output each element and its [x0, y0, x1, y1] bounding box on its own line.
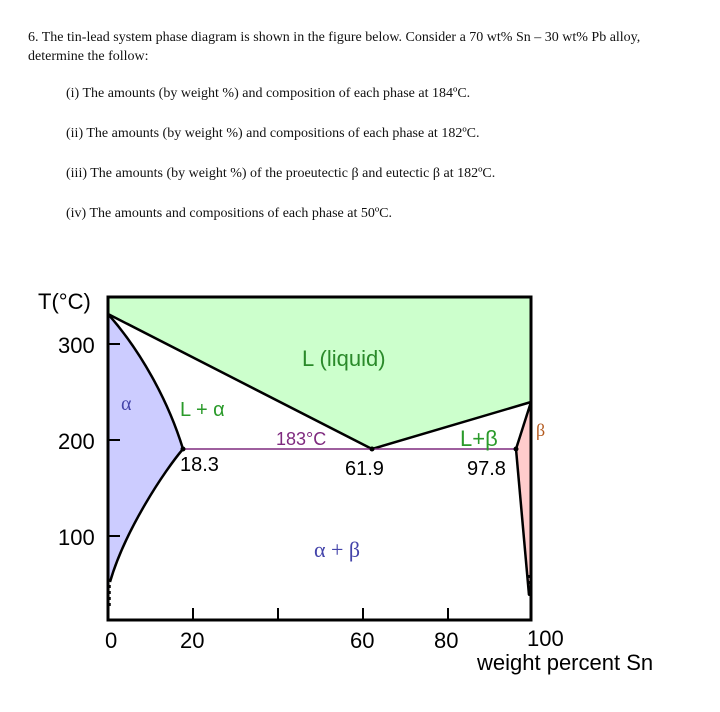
y-tick-label-100: 100 — [58, 525, 95, 550]
l-alpha-region-label — [180, 399, 225, 421]
question-part-3: (iii) The amounts (by weight %) of the proeutectic β and eutectic β at 182ºC. — [66, 166, 496, 181]
x-tick-label-100: 100 — [527, 626, 564, 651]
eutectic-point-beta — [514, 447, 519, 452]
alpha-region-label: α — [121, 393, 132, 415]
l-beta-region-label: L+β — [460, 426, 498, 451]
x-tick-label-80: 80 — [434, 628, 459, 653]
question-intro: 6. The tin-lead system phase diagram is shown in the figure below. Consider a 70 wt% Sn – 30 wt% Pb alloy, determine the follow: — [28, 30, 641, 64]
liquid-region-label: L (liquid) — [302, 346, 386, 371]
composition-label-eutectic: 61.9 — [345, 458, 384, 480]
x-tick-label-0: 0 — [105, 628, 118, 653]
composition-label-alpha: 18.3 — [180, 454, 219, 476]
question-part-4: (iv) The amounts and compositions of each phase at 50ºC. — [66, 206, 393, 221]
y-axis-label: T(°C) — [38, 289, 91, 314]
alpha-beta-region-label: α + β — [314, 537, 361, 562]
l-alpha-label-text: L + α — [180, 399, 225, 421]
beta-region — [516, 402, 531, 595]
y-tick-label-300: 300 — [58, 333, 95, 358]
x-tick-label-20: 20 — [180, 628, 205, 653]
question-part-2: (ii) The amounts (by weight %) and compositions of each phase at 182ºC. — [66, 126, 480, 141]
composition-label-beta: 97.8 — [467, 458, 506, 480]
x-axis-label: weight percent Sn — [477, 650, 654, 675]
question-part-1: (i) The amounts (by weight %) and composition of each phase at 184ºC. — [66, 86, 471, 101]
eutectic-temp-label: 183°C — [276, 429, 327, 449]
beta-region-label: β — [536, 420, 546, 440]
y-tick-label-200: 200 — [58, 429, 95, 454]
alpha-region — [108, 314, 183, 582]
eutectic-point-alpha — [181, 447, 186, 452]
x-tick-label-60: 60 — [350, 628, 375, 653]
eutectic-point — [370, 447, 375, 452]
